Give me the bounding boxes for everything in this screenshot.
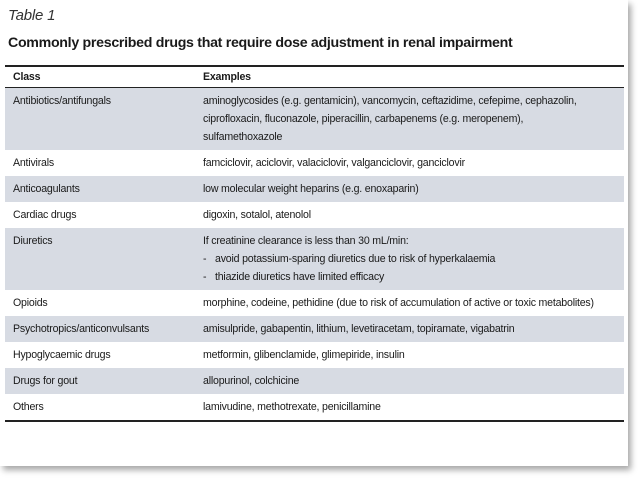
row-examples: allopurinol, colchicine bbox=[203, 375, 300, 387]
row-examples: metformin, glibenclamide, glimepiride, insulin bbox=[203, 349, 405, 361]
row-examples bbox=[195, 88, 624, 151]
row-class: Anticoagulants bbox=[13, 183, 80, 195]
row-class: Hypoglycaemic drugs bbox=[13, 349, 111, 361]
row-class: Cardiac drugs bbox=[13, 209, 77, 221]
table-row bbox=[5, 290, 624, 316]
table-title: Commonly prescribed drugs that require dose adjustment in renal impairment bbox=[8, 35, 513, 51]
row-examples: lamivudine, methotrexate, penicillamine bbox=[203, 401, 381, 413]
table-row bbox=[5, 150, 624, 176]
header-examples: Examples bbox=[203, 71, 251, 83]
sub-item-text: thiazide diuretics have limited efficacy bbox=[215, 271, 385, 283]
table-label: Table 1 bbox=[8, 7, 56, 24]
row-class: Others bbox=[13, 401, 44, 413]
dash-marker: - bbox=[203, 271, 207, 283]
row-class: Antivirals bbox=[13, 157, 54, 169]
dash-marker: - bbox=[203, 253, 207, 265]
table-row bbox=[5, 368, 624, 394]
table-row bbox=[5, 228, 624, 290]
row-examples: low molecular weight heparins (e.g. enoxaparin) bbox=[203, 183, 419, 195]
row-examples: amisulpride, gabapentin, lithium, levetiracetam, topiramate, vigabatrin bbox=[203, 323, 515, 335]
row-class: Antibiotics/antifungals bbox=[13, 95, 111, 107]
table-row bbox=[5, 176, 624, 202]
drug-table-container bbox=[5, 65, 624, 422]
row-class: Psychotropics/anticonvulsants bbox=[13, 323, 150, 335]
row-class: Diuretics bbox=[13, 235, 53, 247]
row-examples: digoxin, sotalol, atenolol bbox=[203, 209, 311, 221]
row-examples: morphine, codeine, pethidine (due to risk of accumulation of active or toxic metabolites) bbox=[203, 297, 594, 309]
row-class: Opioids bbox=[13, 297, 48, 309]
row-examples bbox=[195, 228, 624, 290]
examples-line: aminoglycosides (e.g. gentamicin), vancomycin, ceftazidime, cefepime, cephazolin, bbox=[203, 95, 577, 107]
sub-item-text: avoid potassium-sparing diuretics due to risk of hyperkalaemia bbox=[215, 253, 496, 265]
table-header-row bbox=[5, 66, 624, 88]
header-class: Class bbox=[13, 71, 41, 83]
examples-line: sulfamethoxazole bbox=[203, 131, 283, 143]
table-row bbox=[5, 316, 624, 342]
drug-dose-table bbox=[5, 65, 624, 422]
table-row bbox=[5, 394, 624, 421]
table-row bbox=[5, 88, 624, 151]
row-examples: famciclovir, aciclovir, valaciclovir, valganciclovir, ganciclovir bbox=[203, 157, 465, 169]
row-class: Drugs for gout bbox=[13, 375, 78, 387]
sub-item bbox=[203, 268, 618, 286]
table-row bbox=[5, 342, 624, 368]
examples-line: If creatinine clearance is less than 30 mL/min: bbox=[203, 235, 409, 247]
sub-item bbox=[203, 250, 618, 268]
examples-line: ciprofloxacin, fluconazole, piperacillin, carbapenems (e.g. meropenem), bbox=[203, 113, 524, 125]
table-row bbox=[5, 202, 624, 228]
